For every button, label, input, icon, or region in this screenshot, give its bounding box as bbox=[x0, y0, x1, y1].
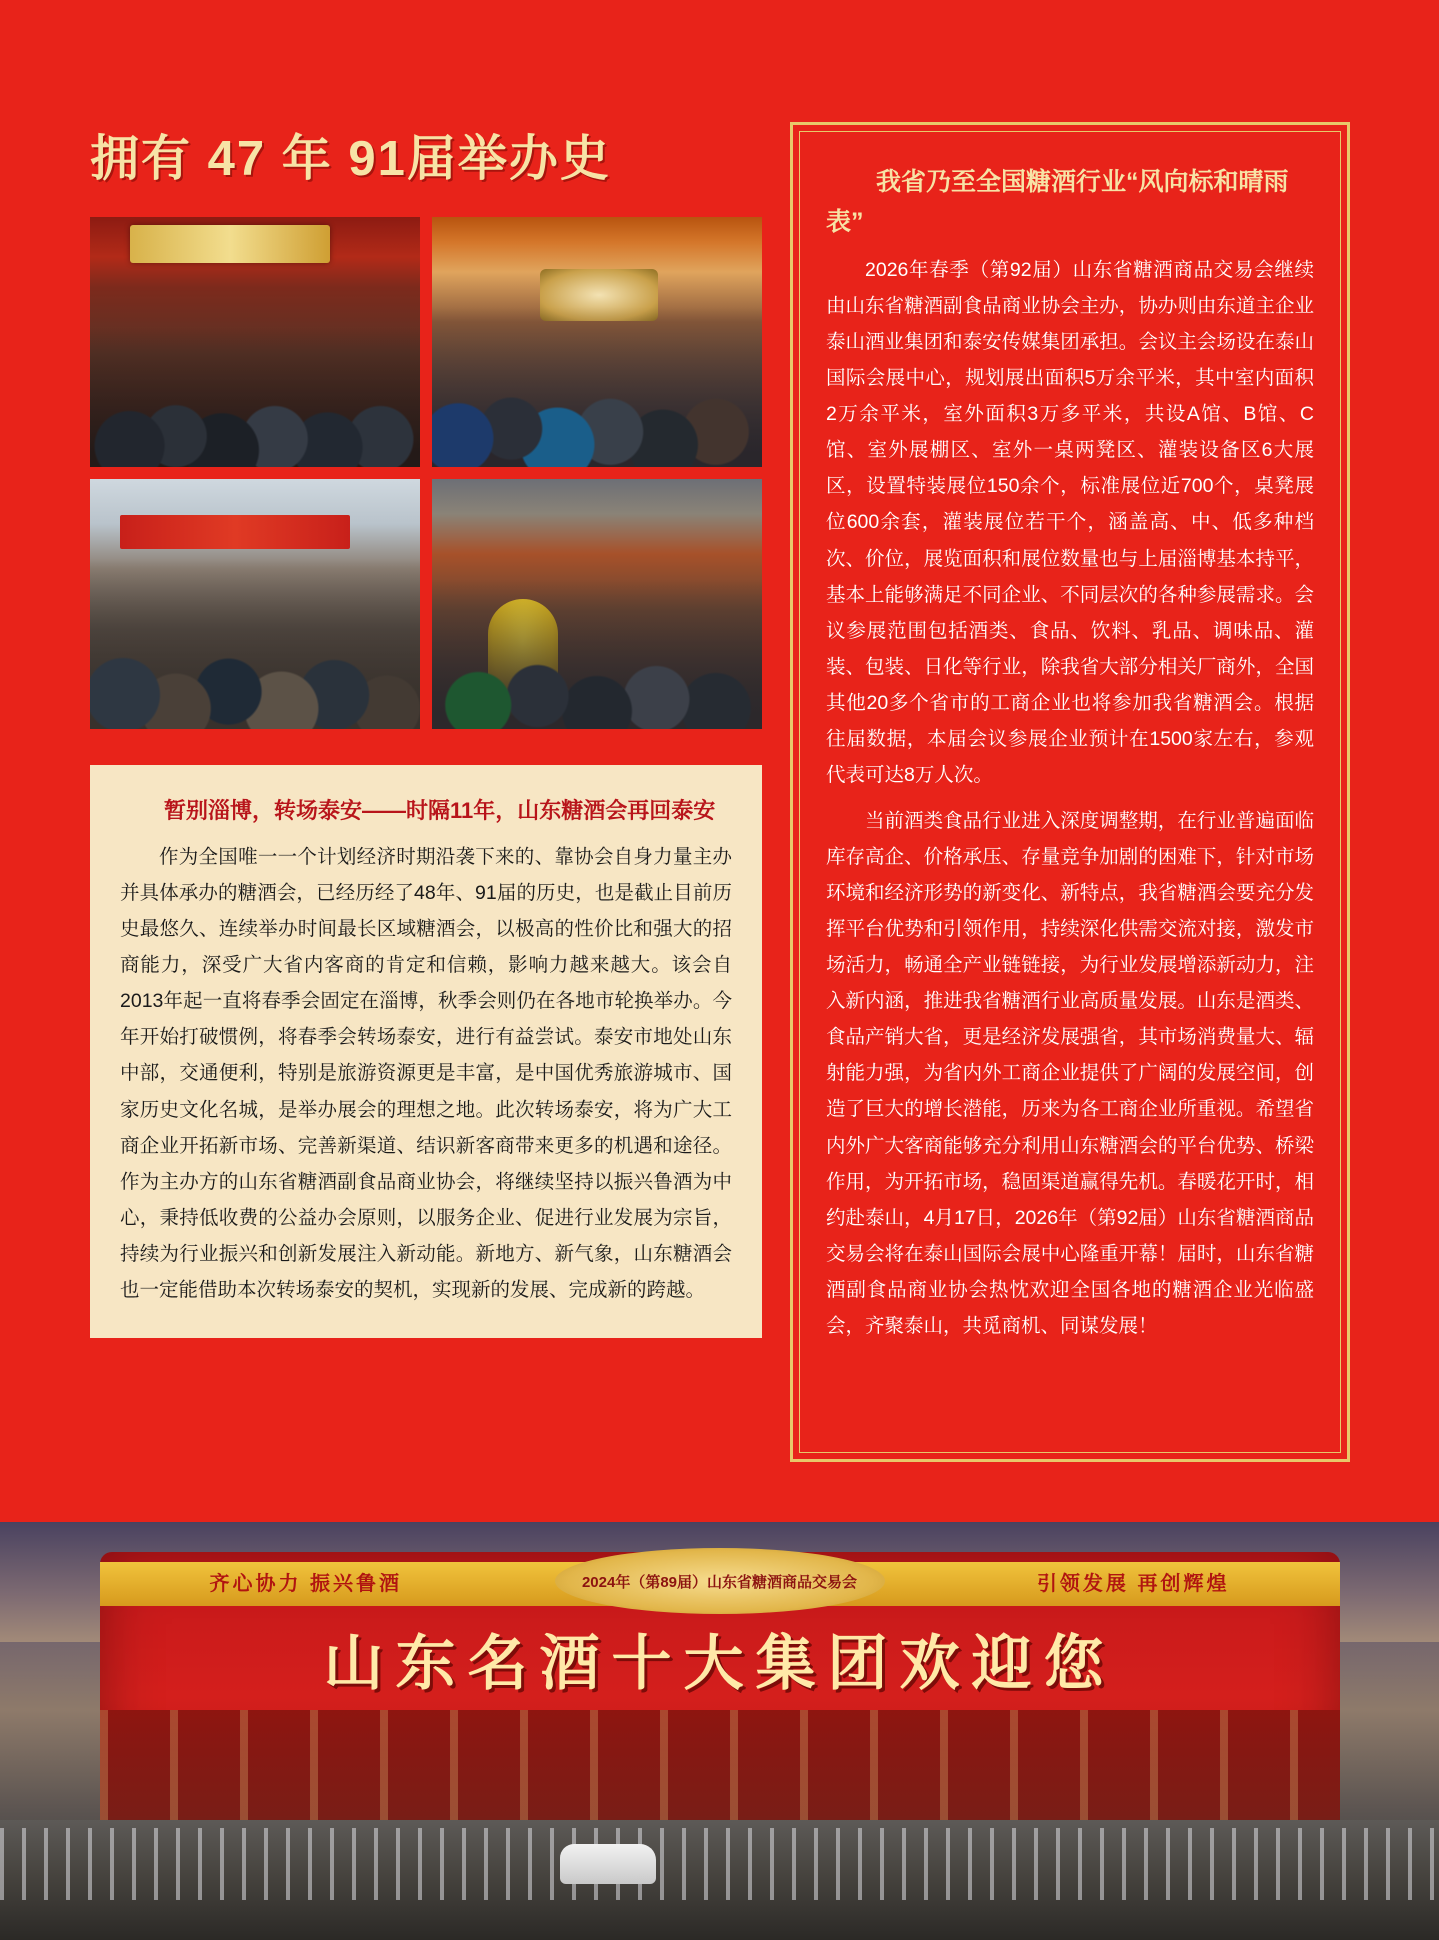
article-paragraph-2: 当前酒类食品行业进入深度调整期，在行业普遍面临库存高企、价格承压、存量竞争加剧的困难下，针对市场环境和经济形势的新变化、新特点，我省糖酒会要充分发挥平台优势和引领作用，持续深化供需交流对接，激发市场活力，畅通全产业链链接，为行业发展增添新动力，注入新内涵，推进我省糖酒行业高质量发展。山东是酒类、食品产销大省，更是经济发展强省，其市场消费量大、辐射能力强，为省内外工商企业提供了广阔的发展空间，创造了巨大的增长潜能，历来为各工商企业所重视。希望省内外广大客商能够充分利用山东糖酒会的平台优势、桥梁作用，为开拓市场，稳固渠道赢得先机。春暖花开时，相约赴泰山，4月17日，2026年（第92届）山东省糖酒商品交易会将在泰山国际会展中心隆重开幕！届时，山东省糖酒副食品商业协会热忱欢迎全国各地的糖酒企业光临盛会，齐聚泰山，共觅商机、同谋发展！ bbox=[826, 809, 1314, 1337]
article-title-right: 我省乃至全国糖酒行业“风向标和晴雨表” bbox=[826, 168, 1289, 236]
parked-car bbox=[560, 1844, 656, 1884]
article-title-left: 暂别淄博，转场泰安——时隔11年，山东糖酒会再回泰安 bbox=[164, 797, 716, 823]
barrier-fence bbox=[0, 1828, 1439, 1900]
arch-banner-left: 齐心协力 振兴鲁酒 bbox=[209, 1573, 403, 1595]
page-title: 拥有 47 年 91届举办史 bbox=[90, 132, 611, 186]
photo-booth-crowd bbox=[90, 217, 420, 467]
article-paragraph-1: 2026年春季（第92届）山东省糖酒商品交易会继续由山东省糖酒副食品商业协会主办，协办则由东道主企业泰山酒业集团和泰安传媒集团承担。会议主会场设在泰山国际会展中心，规划展出面积5万余平米，其中室内面积2万余平米，室外面积3万多平米，共设A馆、B馆、C馆、室外展棚区、室外一桌两凳区、灌装设备区6大展区，设置特装展位150余个，标准展位近700个，桌凳展位600余套，灌装展位若干个，涵盖高、中、低多种档次、价位，展览面积和展位数量也与上届淄博基本持平，基本上能够满足不同企业、不同层次的各种参展需求。会议参展范围包括酒类、食品、饮料、乳品、调味品、灌装、包装、日化等行业，除我省大部分相关厂商外，全国其他20多个省市的工商企业也将参加我省糖酒会。根据往届数据，本届会议参展企业预计在1500家左右，参观代表可达8万人次。 bbox=[826, 259, 1314, 786]
photo-expo-entrance-arch bbox=[0, 1522, 1439, 1940]
arch-banner-right: 引领发展 再创辉煌 bbox=[1036, 1573, 1230, 1595]
right-column-inner-border bbox=[799, 131, 1341, 1453]
photo-aisle-mascot bbox=[432, 479, 762, 729]
photo-gallery bbox=[90, 217, 762, 729]
photo-entrance-crowd bbox=[90, 479, 420, 729]
arch-main-slogan: 山东名酒十大集团欢迎您 bbox=[323, 1630, 1116, 1697]
right-column bbox=[790, 122, 1350, 1462]
article-card-left bbox=[90, 765, 762, 1338]
photo-corridor-crowd bbox=[432, 217, 762, 467]
left-column bbox=[90, 130, 750, 1338]
arch-circle-label: 2024年（第89届）山东省糖酒商品交易会 bbox=[555, 1548, 885, 1614]
article-body-left: 作为全国唯一一个计划经济时期沿袭下来的、靠协会自身力量主办并具体承办的糖酒会，已经历经了48年、91届的历史，也是截止目前历史最悠久、连续举办时间最长区域糖酒会，以极高的性价比和强大的招商能力，深受广大省内客商的肯定和信赖，影响力越来越大。该会自2013年起一直将春季会固定在淄博，秋季会则仍在各地市轮换举办。今年开始打破惯例，将春季会转场泰安，进行有益尝试。泰安市地处山东中部，交通便利，特别是旅游资源更是丰富，是中国优秀旅游城市、国家历史文化名城，是举办展会的理想之地。此次转场泰安，将为广大工商企业开拓新市场、完善新渠道、结识新客商带来更多的机遇和途径。作为主办方的山东省糖酒副食品商业协会，将继续坚持以振兴鲁酒为中心，秉持低收费的公益办会原则，以服务企业、促进行业发展为宗旨，持续为行业振兴和创新发展注入新动能。新地方、新气象，山东糖酒会也一定能借助本次转场泰安的契机，实现新的发展、完成新的跨越。 bbox=[120, 846, 732, 1301]
